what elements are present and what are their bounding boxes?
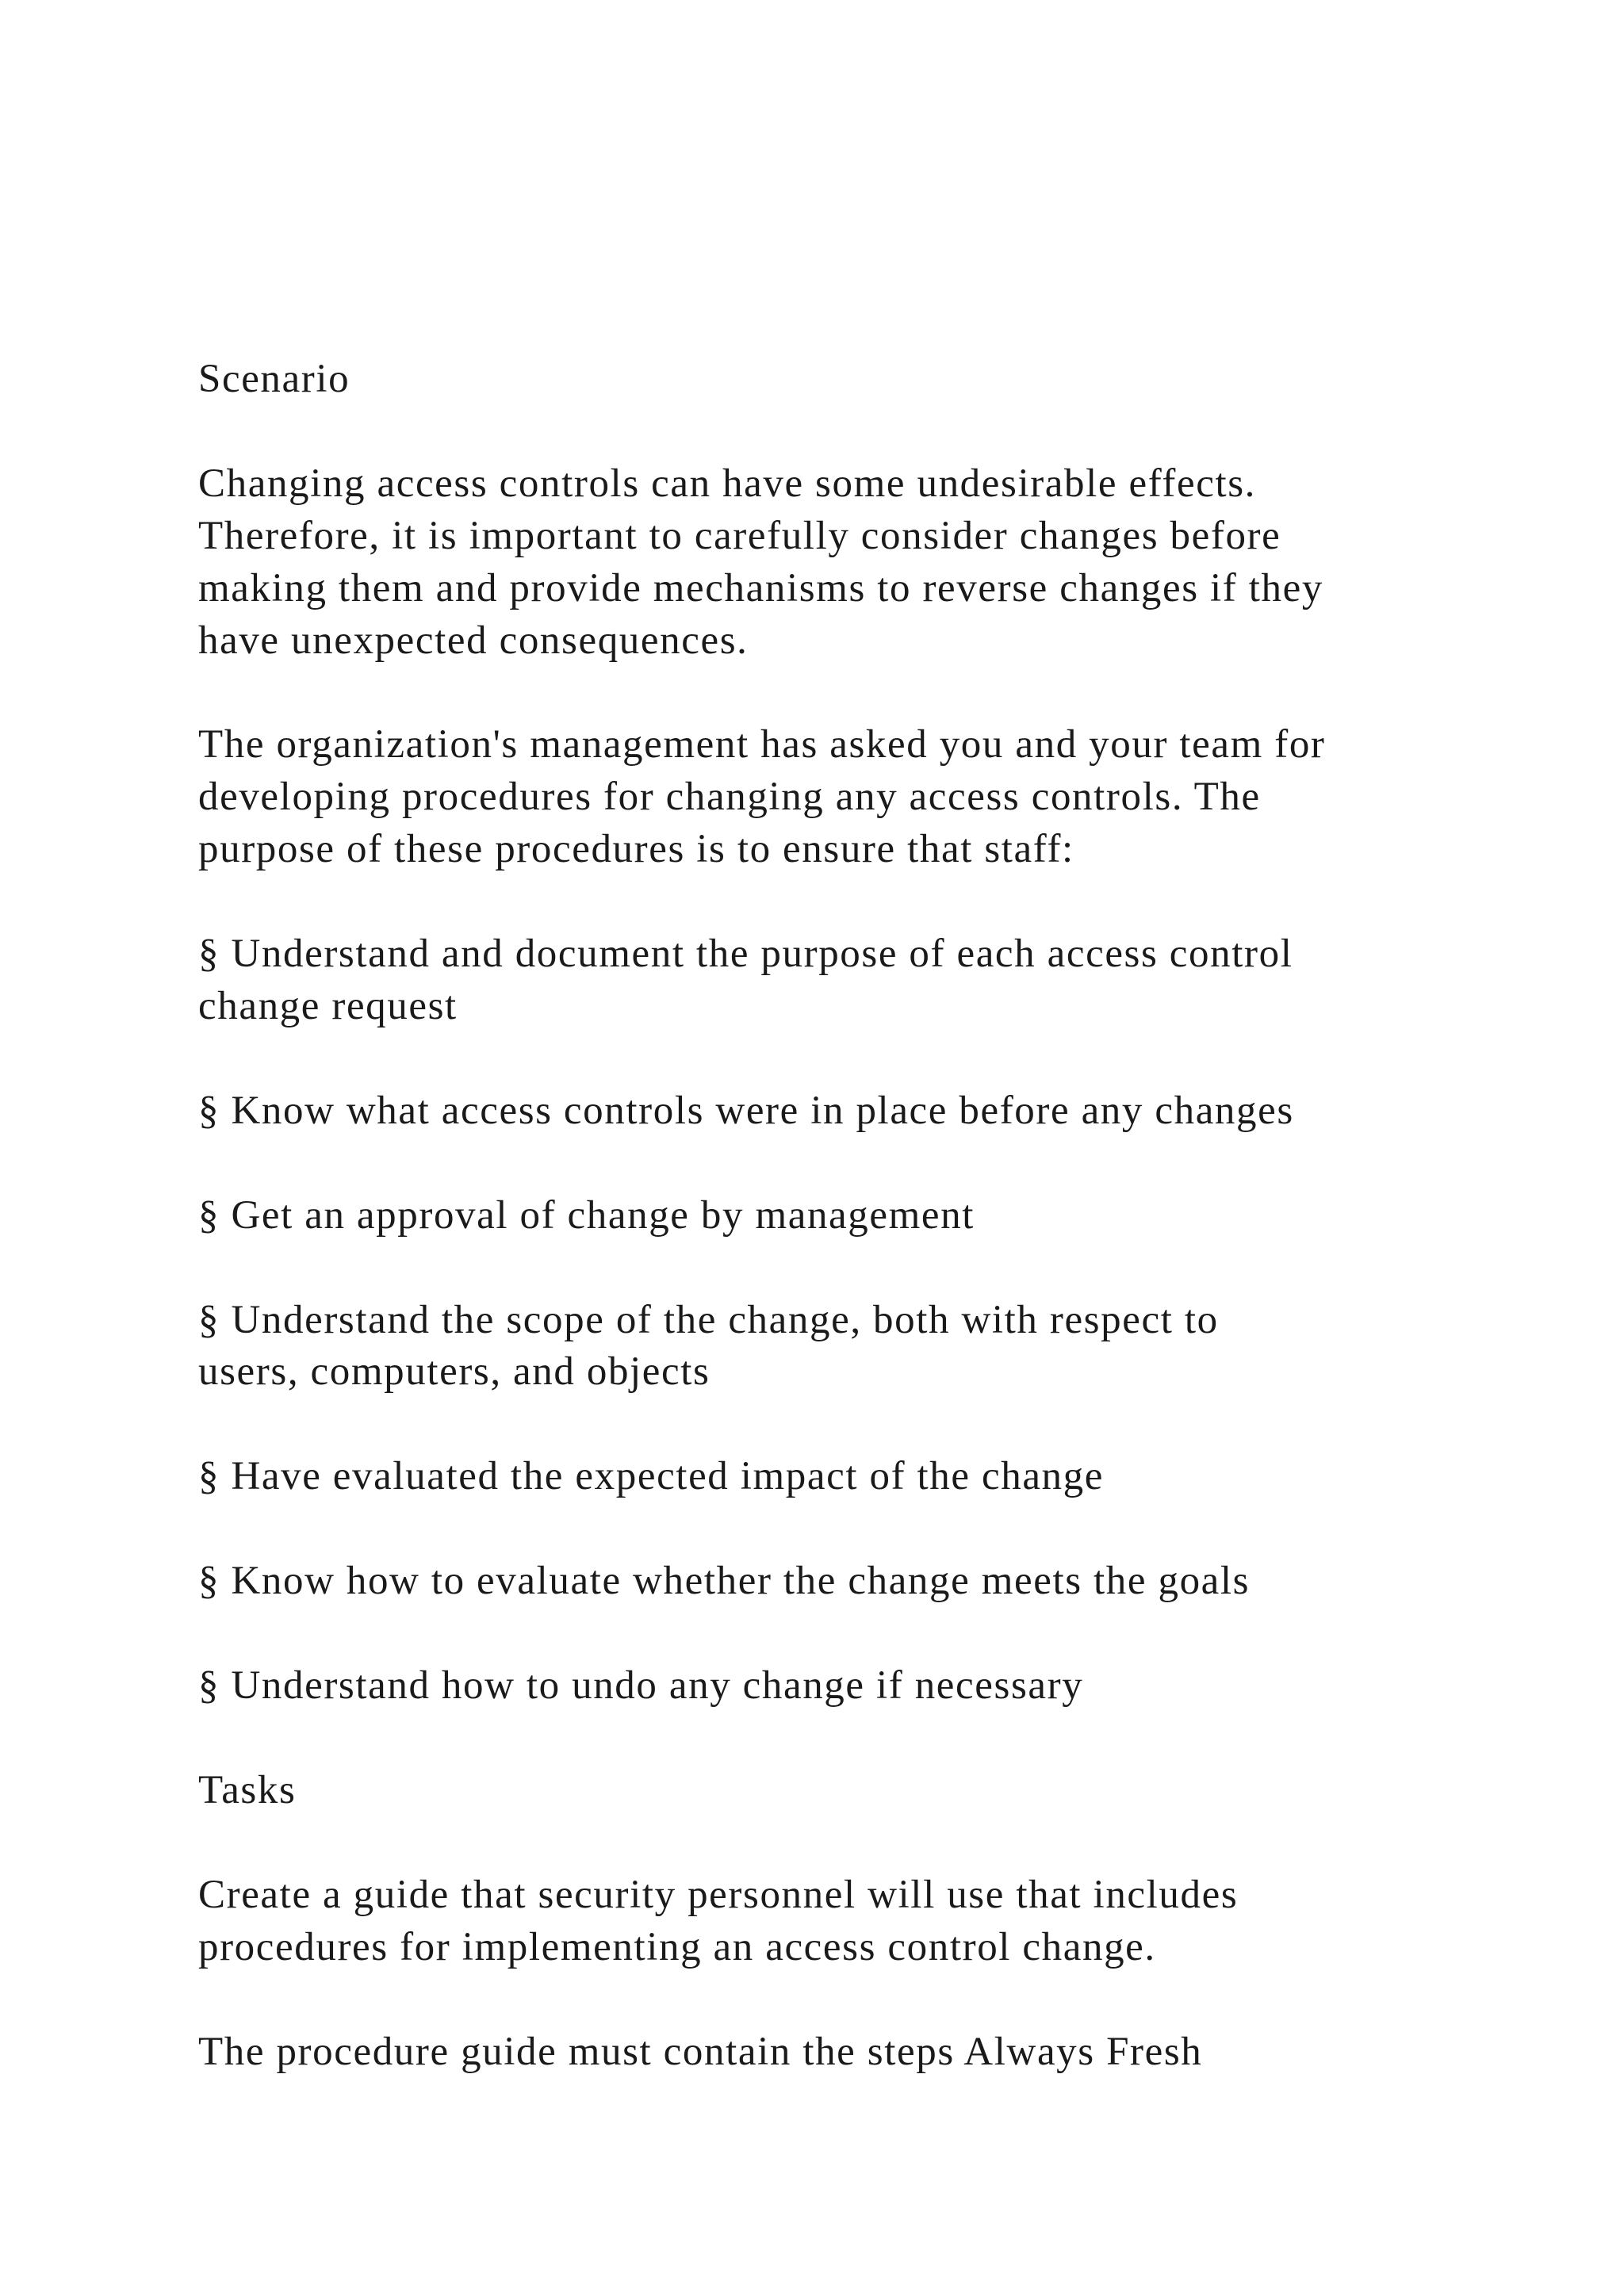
intro-line-1: Changing access controls can have some undesirable effects.	[198, 461, 1257, 506]
closing-line: The procedure guide must contain the steps Always Fresh	[198, 2030, 1203, 2074]
request-line-3: purpose of these procedures is to ensure that staff:	[198, 827, 1074, 871]
request-line-2: developing procedures for changing any access controls. The	[198, 775, 1261, 819]
bullet-impact: § Have evaluated the expected impact of the change	[198, 1454, 1104, 1498]
heading-scenario: Scenario	[198, 357, 350, 401]
bullet-purpose-line-1: § Understand and document the purpose of each access control	[198, 932, 1293, 976]
heading-tasks: Tasks	[198, 1768, 297, 1812]
bullet-approval: § Get an approval of change by management	[198, 1193, 975, 1238]
intro-line-2: Therefore, it is important to carefully consider changes before	[198, 514, 1281, 558]
bullet-scope-line-2: users, computers, and objects	[198, 1349, 710, 1394]
bullet-evaluate: § Know how to evaluate whether the change meets the goals	[198, 1559, 1251, 1603]
bullet-prior-controls: § Know what access controls were in place before any changes	[198, 1089, 1294, 1133]
bullet-purpose-line-2: change request	[198, 984, 458, 1028]
intro-line-3: making them and provide mechanisms to reverse changes if they	[198, 566, 1323, 610]
request-line-1: The organization's management has asked you and your team for	[198, 722, 1326, 767]
intro-line-4: have unexpected consequences.	[198, 618, 749, 663]
bullet-scope-line-1: § Understand the scope of the change, both with respect to	[198, 1298, 1219, 1342]
bullet-undo: § Understand how to undo any change if necessary	[198, 1663, 1084, 1708]
task-line-2: procedures for implementing an access control change.	[198, 1925, 1156, 1969]
task-line-1: Create a guide that security personnel will use that includes	[198, 1873, 1239, 1917]
